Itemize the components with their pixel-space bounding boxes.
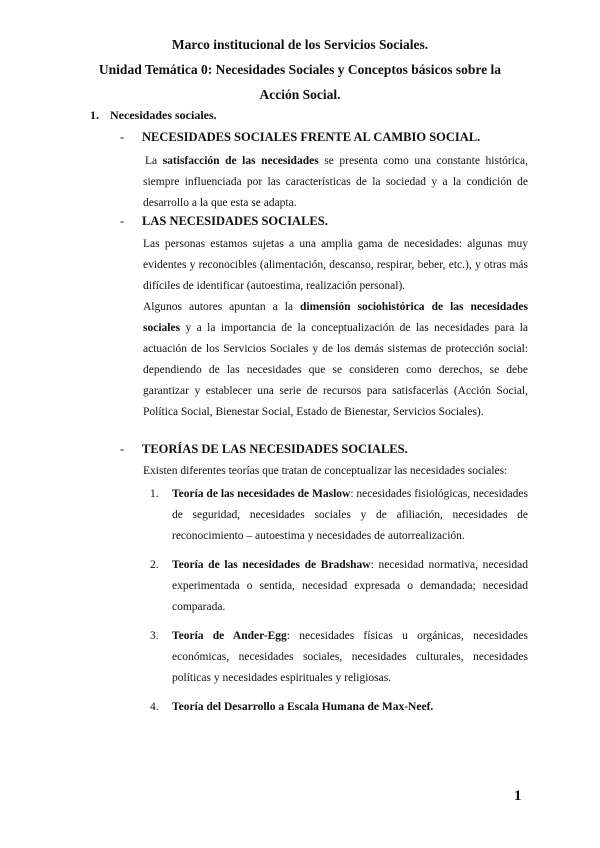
paragraph-bold-text: satisfacción de las necesidades bbox=[162, 155, 319, 167]
paragraph-dimension-sociohistorica bbox=[143, 297, 528, 423]
paragraph-satisfaccion bbox=[143, 151, 528, 214]
theory-description: : necesidad normativa, necesidad experimentada o sentida, necesidad expresada o demandada; necesidad comparada. bbox=[172, 559, 528, 613]
document-title-line-1: Marco institucional de los Servicios Sociales. bbox=[171, 37, 429, 52]
subsection-heading-cambio-social bbox=[120, 130, 480, 145]
theory-name: Teoría de las necesidades de Bradshaw bbox=[172, 559, 371, 571]
section-number: 1. bbox=[90, 108, 99, 122]
section-heading bbox=[90, 108, 217, 123]
page-number: 1 bbox=[514, 788, 522, 804]
paragraph-bold-text: dimensión sociohistórica de las necesidades sociales bbox=[143, 301, 528, 334]
list-item-max-neef bbox=[150, 697, 528, 718]
list-item-bradshaw bbox=[150, 555, 528, 618]
theory-description: : necesidades fisiológicas, necesidades de seguridad, necesidades sociales y de afiliación, necesidades de reconocimiento – autoestima y necesidades de autorrealización. bbox=[172, 488, 528, 542]
theory-description: : necesidades físicas u orgánicas, necesidades económicas, necesidades sociales, necesidades culturales, necesidades políticas y necesidades espirituales y religiosas. bbox=[172, 630, 529, 684]
theory-name: Teoría de las necesidades de Maslow bbox=[172, 488, 351, 500]
paragraph-text: Algunos autores apuntan a la bbox=[143, 301, 300, 313]
list-item-maslow bbox=[150, 484, 528, 547]
section-title: Necesidades sociales. bbox=[110, 108, 217, 122]
paragraph-teorias-intro: Existen diferentes teorías que tratan de conceptualizar las necesidades sociales: bbox=[143, 465, 508, 477]
theory-name: Teoría del Desarrollo a Escala Humana de Max-Neef. bbox=[172, 701, 434, 713]
bullet-dash: - bbox=[120, 442, 125, 456]
document-title-line-3: Acción Social. bbox=[259, 87, 341, 102]
subsection-heading-teorias bbox=[120, 442, 408, 457]
bullet-dash: - bbox=[120, 214, 125, 228]
list-number: 1. bbox=[150, 488, 159, 500]
subsection-title: NECESIDADES SOCIALES FRENTE AL CAMBIO SOCIAL. bbox=[142, 130, 481, 144]
paragraph-gama-necesidades: Las personas estamos sujetas a una amplia gama de necesidades: algunas muy evidentes y reconocibles (alimentación, descanso, respirar, beber, etc.), y otras más difíciles de identificar (autoestima, realización personal). bbox=[143, 238, 528, 292]
paragraph-text: y a la importancia de la conceptualización de las necesidades para la actuación de los Servicios Sociales y de los demás sistemas de protección social: dependiendo de las necesidades que se consideren como derechos, se debe garantizar y establecer una serie de recursos para satisfacerlas (Acción Social, Política Social, Bienestar Social, Estado de Bienestar, Servicios Sociales). bbox=[143, 322, 528, 418]
list-number: 2. bbox=[150, 559, 159, 571]
paragraph-text: se presenta como una constante histórica, siempre influenciada por las características de la sociedad y a la condición de desarrollo a la que esta se adapta. bbox=[143, 155, 528, 209]
subsection-title: LAS NECESIDADES SOCIALES. bbox=[142, 214, 328, 228]
list-number: 3. bbox=[150, 630, 159, 642]
document-title-line-2: Unidad Temática 0: Necesidades Sociales y Conceptos básicos sobre la bbox=[98, 62, 502, 77]
subsection-heading-necesidades-sociales bbox=[120, 214, 328, 229]
paragraph-text: La bbox=[145, 155, 163, 167]
list-number: 4. bbox=[150, 701, 159, 713]
list-item-ander-egg bbox=[150, 626, 528, 689]
theories-list bbox=[150, 484, 528, 726]
bullet-dash: - bbox=[120, 130, 125, 144]
subsection-title: TEORÍAS DE LAS NECESIDADES SOCIALES. bbox=[142, 442, 408, 456]
theory-name: Teoría de Ander-Egg bbox=[172, 630, 287, 642]
